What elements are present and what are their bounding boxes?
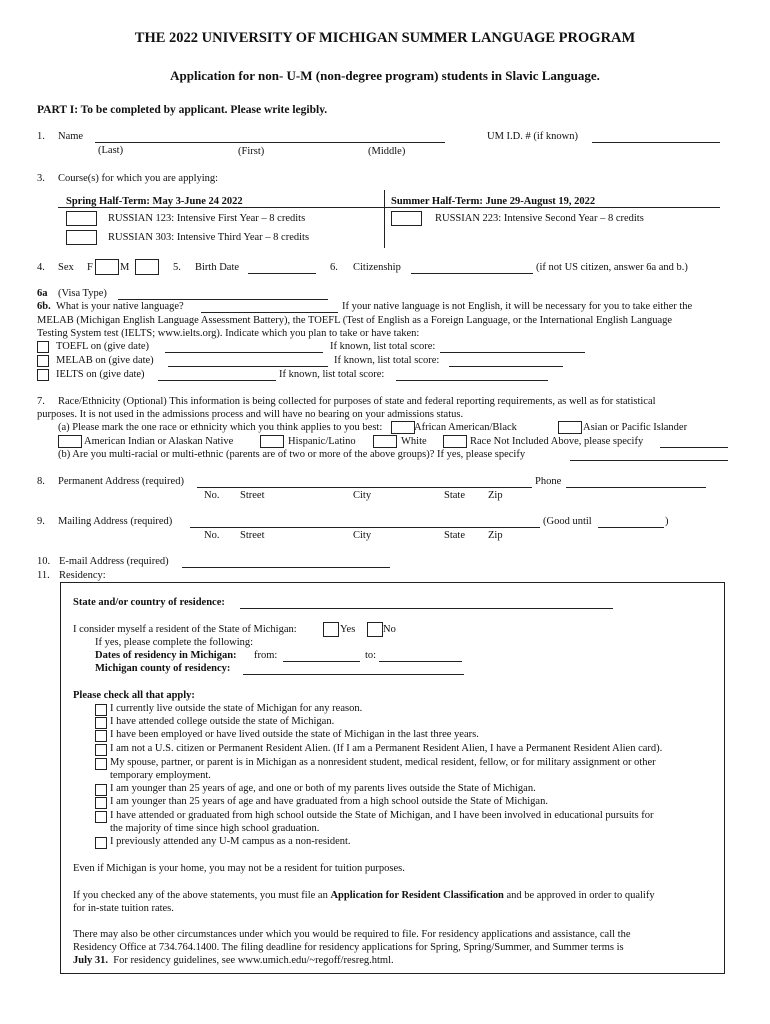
- county-field[interactable]: [243, 674, 464, 675]
- russian-223-checkbox[interactable]: [391, 211, 422, 226]
- deadline-date: July 31.: [73, 955, 109, 966]
- q10-number: 10.: [37, 556, 51, 567]
- course-column-divider: [384, 190, 385, 248]
- email-label: E-mail Address (required): [59, 556, 169, 567]
- check-text-8: I have attended or graduated from high school outside the State of Michigan, and I have been involved in educational pursuits for: [110, 810, 654, 821]
- check-younger-highschool[interactable]: [95, 797, 107, 809]
- course-russian-123: RUSSIAN 123: Intensive First Year – 8 credits: [108, 213, 306, 224]
- phone-field[interactable]: [566, 487, 706, 488]
- dates-residency-label: Dates of residency in Michigan:: [95, 650, 237, 661]
- course-russian-303: RUSSIAN 303: Intensive Third Year – 8 credits: [108, 232, 310, 243]
- good-until-label: (Good until: [543, 516, 592, 527]
- other-circumstances-1: There may also be other circumstances under which you would be required to file. For residency applications and assistance, call the: [73, 929, 631, 940]
- ielts-score-label: If known, list total score:: [279, 369, 385, 380]
- page-title: THE 2022 UNIVERSITY OF MICHIGAN SUMMER LANGUAGE PROGRAM: [134, 30, 636, 46]
- toefl-checkbox[interactable]: [37, 341, 49, 353]
- ielts-score-field[interactable]: [396, 380, 548, 381]
- visa-label: (Visa Type): [58, 288, 107, 299]
- check-all-label: Please check all that apply:: [73, 690, 195, 701]
- if-checked-text: [73, 890, 655, 901]
- residency-state-label: State and/or country of residence:: [73, 597, 225, 608]
- citizenship-field[interactable]: [411, 273, 533, 274]
- umid-label: UM I.D. # (if known): [487, 131, 578, 142]
- perm-street-label: Street: [240, 490, 265, 501]
- race-american-indian-label: American Indian or Alaskan Native: [84, 436, 234, 447]
- race-other-label: Race Not Included Above, please specify: [470, 436, 644, 447]
- perm-zip-label: Zip: [488, 490, 503, 501]
- residency-guidelines: For residency guidelines, see www.umich.edu/~regoff/resreg.html.: [113, 955, 394, 966]
- to-label: to:: [365, 650, 377, 661]
- q5-number: 5.: [173, 262, 181, 273]
- check-text-1: I currently live outside the state of Michigan for any reason.: [110, 703, 363, 714]
- residency-label: Residency:: [59, 570, 106, 581]
- ielts-date-field[interactable]: [158, 380, 276, 381]
- race-other-checkbox[interactable]: [443, 435, 467, 448]
- q8-number: 8.: [37, 476, 45, 487]
- melab-label: MELAB on (give date): [56, 355, 154, 366]
- first-label: (First): [238, 146, 265, 157]
- sex-label: Sex: [58, 262, 74, 273]
- ielts-label: IELTS on (give date): [56, 369, 145, 380]
- race-asian-label: Asian or Pacific Islander: [583, 422, 688, 433]
- toefl-date-field[interactable]: [165, 352, 323, 353]
- race-intro-1: Race/Ethnicity (Optional) This information is being collected for purposes of state and federal reporting requirements, as well as for statistical: [58, 396, 656, 407]
- consider-resident-label: I consider myself a resident of the State of Michigan:: [73, 624, 297, 635]
- race-white-checkbox[interactable]: [373, 435, 397, 448]
- mailing-address-field[interactable]: [190, 527, 540, 528]
- check-text-8b: the majority of time since high school graduation.: [110, 823, 320, 834]
- check-text-5: My spouse, partner, or parent is in Michigan as a nonresident student, medical resident, fellow, or for military assignment or other: [110, 757, 656, 768]
- sex-m-label: M: [120, 262, 130, 273]
- birthdate-label: Birth Date: [195, 262, 240, 273]
- check-outside-michigan[interactable]: [95, 704, 107, 716]
- if-checked-c: and be approved in order to qualify: [506, 890, 655, 901]
- check-spouse-nonresident[interactable]: [95, 758, 107, 770]
- resident-no-checkbox[interactable]: [367, 622, 383, 637]
- resident-no-label: No: [383, 624, 396, 635]
- toefl-label: TOEFL on (give date): [56, 341, 150, 352]
- good-until-close: ): [665, 516, 669, 527]
- summer-heading: Summer Half-Term: June 29-August 19, 2022: [391, 196, 596, 207]
- ielts-checkbox[interactable]: [37, 369, 49, 381]
- check-text-2: I have attended college outside the state of Michigan.: [110, 716, 335, 727]
- toefl-score-field[interactable]: [440, 352, 585, 353]
- residency-state-field[interactable]: [240, 608, 613, 609]
- check-younger-parents[interactable]: [95, 784, 107, 796]
- q4-number: 4.: [37, 262, 45, 273]
- part-heading: PART I: To be completed by applicant. Please write legibly.: [37, 104, 328, 116]
- melab-score-field[interactable]: [449, 366, 563, 367]
- melab-score-label: If known, list total score:: [334, 355, 440, 366]
- phone-label: Phone: [535, 476, 562, 487]
- check-text-9: I previously attended any U-M campus as a non-resident.: [110, 836, 351, 847]
- email-field[interactable]: [182, 567, 390, 568]
- resident-yes-label: Yes: [340, 624, 356, 635]
- race-african-american-label: African American/Black: [414, 422, 517, 433]
- check-college-outside[interactable]: [95, 717, 107, 729]
- birthdate-field[interactable]: [248, 273, 316, 274]
- permanent-address-label: Permanent Address (required): [58, 476, 184, 487]
- residency-from-field[interactable]: [283, 661, 360, 662]
- q6-number: 6.: [330, 262, 338, 273]
- check-text-5b: temporary employment.: [110, 770, 211, 781]
- check-text-6: I am younger than 25 years of age, and one or both of my parents lives outside the State of Michigan.: [110, 783, 536, 794]
- english-tests-text-2: Testing System test (IELTS; www.ielts.org). Indicate which you plan to take or have taken:: [37, 328, 420, 339]
- county-label: Michigan county of residency:: [95, 663, 231, 674]
- resident-yes-checkbox[interactable]: [323, 622, 339, 637]
- russian-123-checkbox[interactable]: [66, 211, 97, 226]
- race-asian-checkbox[interactable]: [558, 421, 582, 434]
- check-employed-outside[interactable]: [95, 730, 107, 742]
- perm-city-label: City: [353, 490, 372, 501]
- even-if-text: Even if Michigan is your home, you may not be a resident for tuition purposes.: [73, 863, 405, 874]
- perm-no-label: No.: [204, 490, 220, 501]
- spring-heading: Spring Half-Term: May 3-June 24 2022: [66, 196, 243, 207]
- mail-city-label: City: [353, 530, 372, 541]
- race-question-b: (b) Are you multi-racial or multi-ethnic (parents are of two or more of the above groups)? If yes, please specify: [58, 449, 526, 460]
- page-subtitle: Application for non- U-M (non-degree program) students in Slavic Language.: [170, 68, 600, 83]
- race-american-indian-checkbox[interactable]: [58, 435, 82, 448]
- check-attended-highschool[interactable]: [95, 811, 107, 823]
- mail-zip-label: Zip: [488, 530, 503, 541]
- other-circumstances-3: [73, 955, 394, 966]
- multiracial-field[interactable]: [570, 460, 728, 461]
- residency-to-field[interactable]: [379, 661, 462, 662]
- good-until-field[interactable]: [598, 527, 664, 528]
- course-divider: [58, 207, 720, 208]
- check-text-3: I have been employed or have lived outside the state of Michigan in the last three years.: [110, 729, 479, 740]
- race-question-a: (a) Please mark the one race or ethnicity which you think applies to you best:: [58, 422, 383, 433]
- if-checked-d: for in-state tuition rates.: [73, 903, 174, 914]
- course-russian-223: RUSSIAN 223: Intensive Second Year – 8 credits: [435, 213, 644, 224]
- citizenship-note: (if not US citizen, answer 6a and b.): [536, 262, 688, 273]
- toefl-score-label: If known, list total score:: [330, 341, 436, 352]
- sex-f-label: F: [87, 262, 93, 273]
- q3-number: 3.: [37, 173, 45, 184]
- race-white-label: White: [401, 436, 427, 447]
- melab-date-field[interactable]: [168, 366, 328, 367]
- courses-label: Course(s) for which you are applying:: [58, 173, 219, 184]
- race-hispanic-label: Hispanic/Latino: [288, 436, 356, 447]
- q7-number: 7.: [37, 396, 45, 407]
- last-label: (Last): [98, 145, 124, 156]
- resident-classification-link: Application for Resident Classification: [330, 890, 504, 901]
- native-language-field[interactable]: [201, 312, 338, 313]
- race-intro-2: purposes. It is not used in the admissions process and will have no bearing on your admissions status.: [37, 409, 464, 420]
- visa-field[interactable]: [118, 299, 328, 300]
- umid-field[interactable]: [592, 142, 720, 143]
- check-previous-um[interactable]: [95, 837, 107, 849]
- name-field[interactable]: [95, 142, 445, 143]
- q6b-number: 6b.: [37, 301, 51, 312]
- perm-state-label: State: [444, 490, 465, 501]
- mail-state-label: State: [444, 530, 465, 541]
- russian-303-checkbox[interactable]: [66, 230, 97, 245]
- from-label: from:: [254, 650, 278, 661]
- sex-m-checkbox[interactable]: [135, 259, 159, 275]
- mailing-address-label: Mailing Address (required): [58, 516, 173, 527]
- race-african-american-checkbox[interactable]: [391, 421, 415, 434]
- english-tests-text: MELAB (Michigan English Language Assessment Battery), the TOEFL (Test of English as a Foreign Language, or the International English Language: [37, 315, 673, 326]
- if-checked-a: If you checked any of the above statements, you must file an: [73, 890, 328, 901]
- check-not-citizen[interactable]: [95, 744, 107, 756]
- citizenship-label: Citizenship: [353, 262, 401, 273]
- race-hispanic-checkbox[interactable]: [260, 435, 284, 448]
- q9-number: 9.: [37, 516, 45, 527]
- q11-number: 11.: [37, 570, 50, 581]
- native-language-label: What is your native language?: [56, 301, 184, 312]
- race-other-field[interactable]: [660, 447, 728, 448]
- middle-label: (Middle): [368, 146, 406, 157]
- if-yes-label: If yes, please complete the following:: [95, 637, 254, 648]
- permanent-address-field[interactable]: [197, 487, 532, 488]
- check-text-4: I am not a U.S. citizen or Permanent Resident Alien. (If I am a Permanent Resident Alien, I have a Permanent Resident Alien card).: [110, 743, 663, 754]
- melab-checkbox[interactable]: [37, 355, 49, 367]
- q6a-number: 6a: [37, 288, 48, 299]
- mail-no-label: No.: [204, 530, 220, 541]
- q1-number: 1.: [37, 131, 45, 142]
- check-text-7: I am younger than 25 years of age and have graduated from a high school outside the State of Michigan.: [110, 796, 548, 807]
- mail-street-label: Street: [240, 530, 265, 541]
- english-requirement-text: If your native language is not English, it will be necessary for you to take either the: [342, 301, 693, 312]
- other-circumstances-2: Residency Office at 734.764.1400. The filing deadline for residency applications for Spring, Spring/Summer, and Summer terms is: [73, 942, 624, 953]
- name-label: Name: [58, 131, 84, 142]
- sex-f-checkbox[interactable]: [95, 259, 119, 275]
